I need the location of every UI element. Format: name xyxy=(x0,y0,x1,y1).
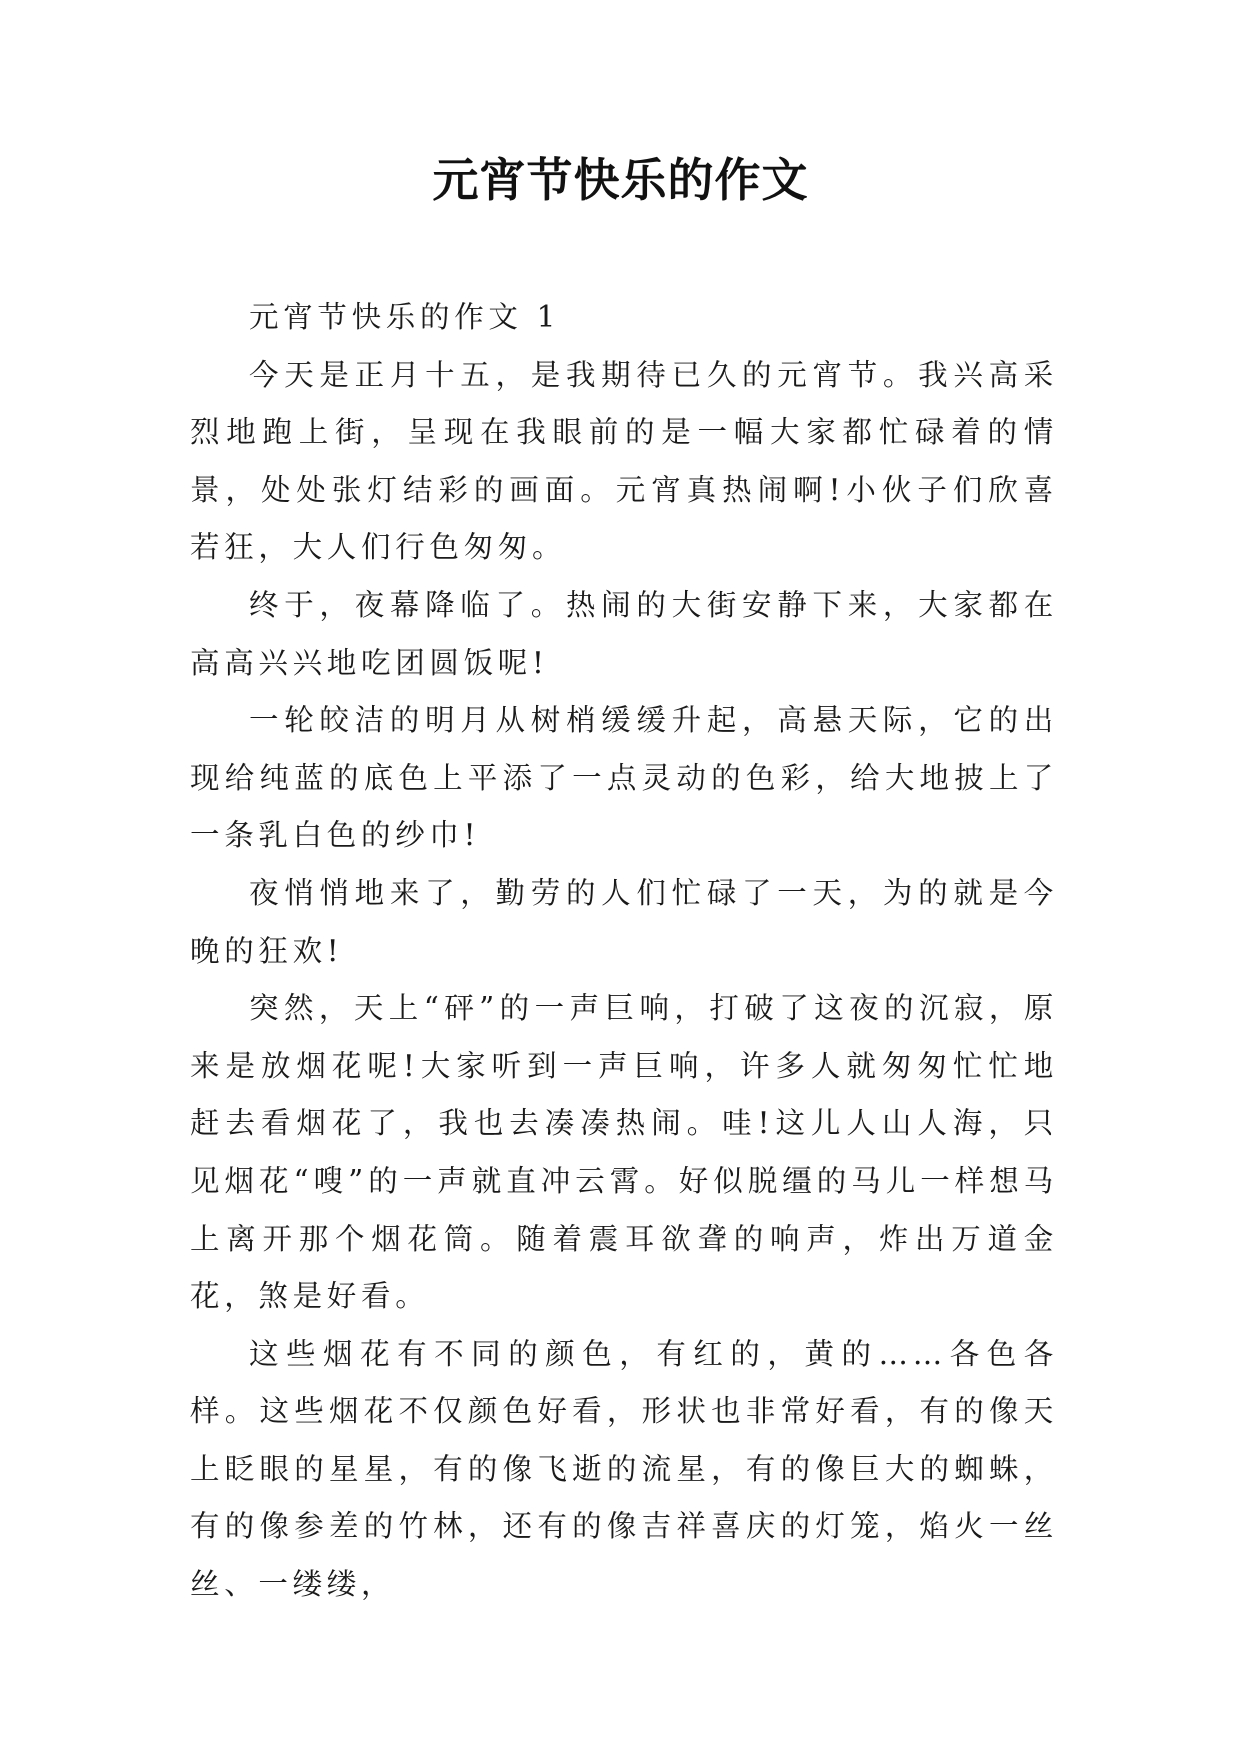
document-body xyxy=(190,289,1058,1614)
document-title: 元宵节快乐的作文 xyxy=(432,153,809,207)
section-heading: 元宵节快乐的作文 1 xyxy=(249,300,561,334)
paragraph: 终于，夜幕降临了。热闹的大街安静下来，大家都在高高兴兴地吃团圆饭呢! xyxy=(190,587,1058,680)
paragraph: 一轮皎洁的明月从树梢缓缓升起，高悬天际，它的出现给纯蓝的底色上平添了一点灵动的色彩，给大地披上了一条乳白色的纱巾! xyxy=(190,703,1058,853)
paragraph: 今天是正月十五，是我期待已久的元宵节。我兴高采烈地跑上街，呈现在我眼前的是一幅大家都忙碌着的情景，处处张灯结彩的画面。元宵真热闹啊!小伙子们欣喜若狂，大人们行色匆匆。 xyxy=(190,357,1058,565)
paragraph: 突然，天上“砰”的一声巨响，打破了这夜的沉寂，原来是放烟花呢!大家听到一声巨响，许多人就匆匆忙忙地赶去看烟花了，我也去凑凑热闹。哇!这儿人山人海，只见烟花“嗖”的一声就直冲云霄。好似脱缰的马儿一样想马上离开那个烟花筒。随着震耳欲聋的响声，炸出万道金花，煞是好看。 xyxy=(190,991,1058,1314)
paragraph: 夜悄悄地来了，勤劳的人们忙碌了一天，为的就是今晚的狂欢! xyxy=(190,875,1058,968)
paragraph: 这些烟花有不同的颜色，有红的，黄的……各色各样。这些烟花不仅颜色好看，形状也非常好看，有的像天上眨眼的星星，有的像飞逝的流星，有的像巨大的蜘蛛，有的像参差的竹林，还有的像吉祥喜庆的灯笼，焰火一丝丝、一缕缕， xyxy=(190,1336,1058,1602)
